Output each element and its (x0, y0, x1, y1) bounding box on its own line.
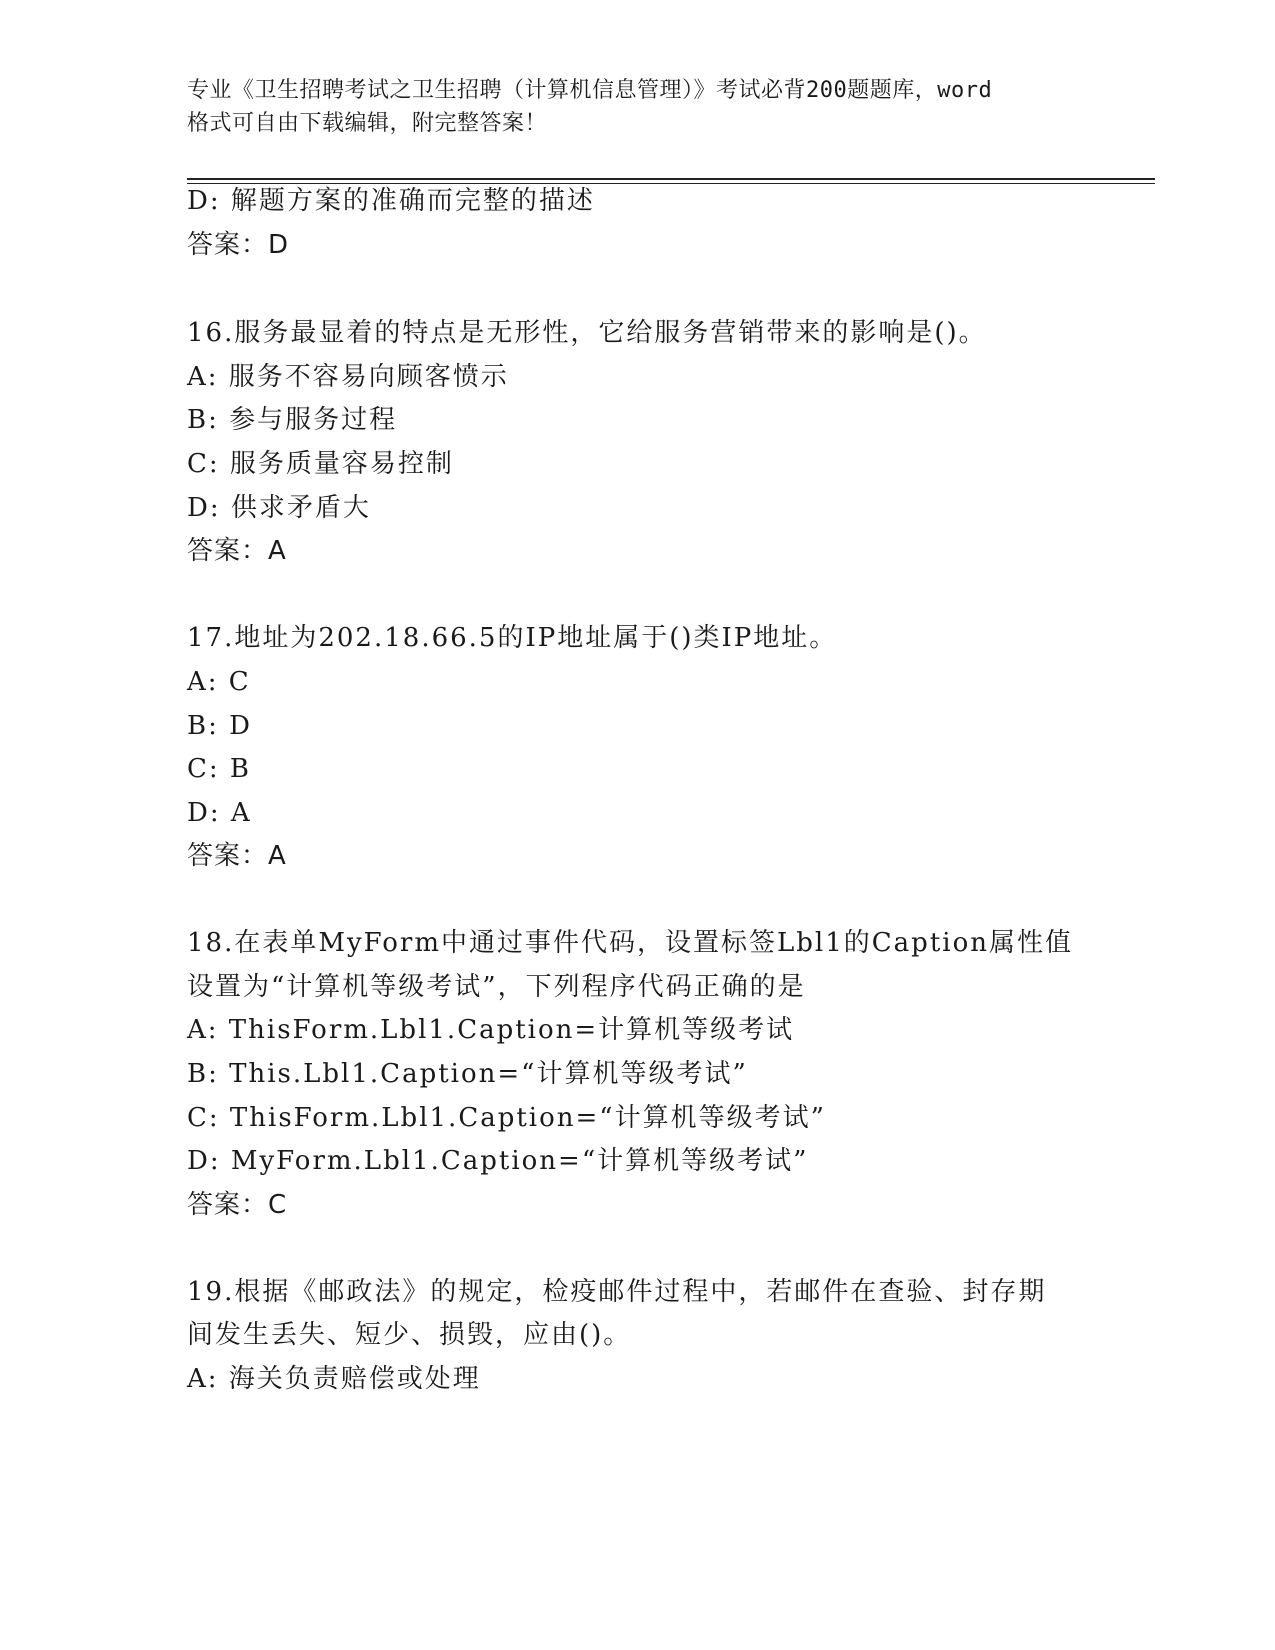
q18-stem-line-2: 设置为“计算机等级考试”，下列程序代码正确的是 (187, 972, 806, 1002)
q17-option-d: D: A (187, 798, 252, 828)
q17-stem: 17.地址为202.18.66.5的IP地址属于()类IP地址。 (187, 623, 838, 653)
prev-answer: 答案：D (187, 230, 290, 260)
q18-option-c: C: ThisForm.Lbl1.Caption=“计算机等级考试” (187, 1103, 826, 1133)
document-header (187, 74, 1087, 140)
q19-stem-line-2: 间发生丢失、短少、损毁，应由()。 (187, 1320, 632, 1350)
q17-option-b: B: D (187, 711, 252, 741)
q17-option-c: C: B (187, 754, 252, 784)
q18-answer: 答案：C (187, 1190, 288, 1220)
q18-option-b: B: This.Lbl1.Caption=“计算机等级考试” (187, 1059, 748, 1089)
q16-option-c: C: 服务质量容易控制 (187, 449, 454, 479)
q18-option-d: D: MyForm.Lbl1.Caption=“计算机等级考试” (187, 1146, 809, 1176)
header-line-1: 专业《卫生招聘考试之卫生招聘（计算机信息管理）》考试必背200题题库，word (187, 78, 993, 103)
q16-answer: 答案：A (187, 536, 287, 566)
q16-option-d: D: 供求矛盾大 (187, 493, 371, 523)
q18-stem-line-1: 18.在表单MyForm中通过事件代码，设置标签Lbl1的Caption属性值 (187, 928, 1073, 958)
q17-answer: 答案：A (187, 841, 287, 871)
q16-option-a: A: 服务不容易向顾客愤示 (187, 362, 509, 392)
q19-stem-line-1: 19.根据《邮政法》的规定，检疫邮件过程中，若邮件在查验、封存期 (187, 1277, 1047, 1307)
q17-option-a: A: C (187, 667, 251, 697)
q16-option-b: B: 参与服务过程 (187, 405, 398, 435)
header-line-2: 格式可自由下载编辑，附完整答案！ (187, 111, 548, 136)
q16-stem: 16.服务最显着的特点是无形性，它给服务营销带来的影响是()。 (187, 318, 987, 348)
header-divider-thick (187, 178, 1155, 180)
q18-option-a: A: ThisForm.Lbl1.Caption=计算机等级考试 (187, 1015, 795, 1045)
prev-option-d: D: 解题方案的准确而完整的描述 (187, 186, 595, 216)
q19-option-a: A: 海关负责赔偿或处理 (187, 1364, 481, 1394)
